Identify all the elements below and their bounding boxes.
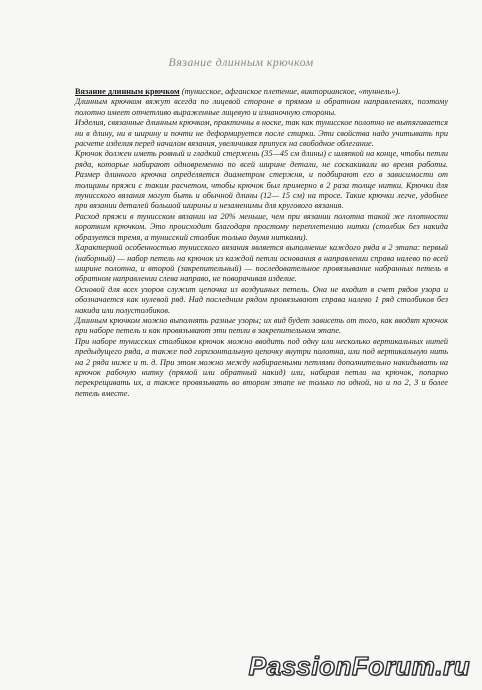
- paragraph-7: Длинным крючком можно выполнять разные узоры; их вид будет зависеть от того, как вводят крючок при наборе петель и как провязывают эти петли в закрепительном этапе.: [75, 315, 448, 336]
- lead-text: (тунисское, афганское плетение, викторианское, «туннель»).: [179, 87, 401, 96]
- paragraph-2: Изделия, связанные длинным крючком, практичны в носке, так как тунисское полотно не вытягивается ни в длину, ни в ширину и почти не деформируется после стирки. Эти свойства надо учитывать при расчете изделия перед началом вязания, увеличивая припуск на свободное облегание.: [75, 118, 448, 149]
- article-body: [75, 87, 448, 399]
- lead-term: Вязание длинным крючком: [75, 87, 180, 96]
- paragraph-6: Основой для всех узоров служит цепочка из воздушных петель. Она не входит в счет рядов узора и обозначается как нулевой ряд. Над последним рядом провязывают справа налево 1 ряд столбиков без накида или полустолбиков.: [75, 284, 448, 315]
- paragraph-5: Характерной особенностью тунисского вязания является выполнение каждого ряда в 2 этапа: первый (наборный) — набор петель на крючок из каждой петли основания в направлении справа налево по всей ширине полотна, и второй (закрепительный) — последовательное провязывание набранных петель в обратном направлении слева направо, не поворачивая изделие.: [75, 243, 448, 284]
- paragraph-8: При наборе тунисских столбиков крючок можно вводить под одну или несколько вертикальных нитей предыдущего ряда, а также под горизонтальную цепочку внутри полотна, или под вертикальную нить на 2 ряда ниже и т. д. При этом можно между набираемыми петлями дополнительно накидывать на крючок рабочую нитку (прямой или обратный накид) или, набирая петли на крючок, попарно перекрещивать их, а также провязывать во втором этапе не только по одной, но и по 2, 3 и более петель вместе.: [75, 336, 448, 398]
- paragraph-3: Крючок должен иметь ровный и гладкий стержень (35—45 см длины) с шляпкой на конце, чтобы петли ряда, которые набирают одновременно по всей ширине детали, не соскакивали во время работы. Размер длинного крючка определяется диаметром стержня, и подбирают его в зависимости от толщины пряжи с таким расчетом, чтобы крючок был примерно в 2 раза толще нитки. Крючки для тунисского вязания могут быть и обычной длины (12— 15 см) на тросе. Такие крючки легче, удобнее при вязании деталей большой ширины и незаменимы для кругового вязания.: [75, 149, 448, 211]
- paragraph-1: Длинным крючком вяжут всегда по лицевой стороне в прямом и обратном направлениях, поэтому полотно имеет отчетливо выраженные лицевую и изнаночную стороны.: [75, 97, 448, 117]
- paragraph-4: Расход пряжи в тунисском вязании на 20% меньше, чем при вязании полотна такой же плотности коротким крючком. Это происходит благодаря простому переплетению нитки (столбик без накида образуется тремя, а тунисский столбик только двумя нитками).: [75, 211, 448, 242]
- page-title: Вязание длинным крючком: [168, 55, 314, 69]
- site-watermark: PassionForum.ru: [248, 651, 470, 681]
- paragraph-lead: [75, 87, 448, 97]
